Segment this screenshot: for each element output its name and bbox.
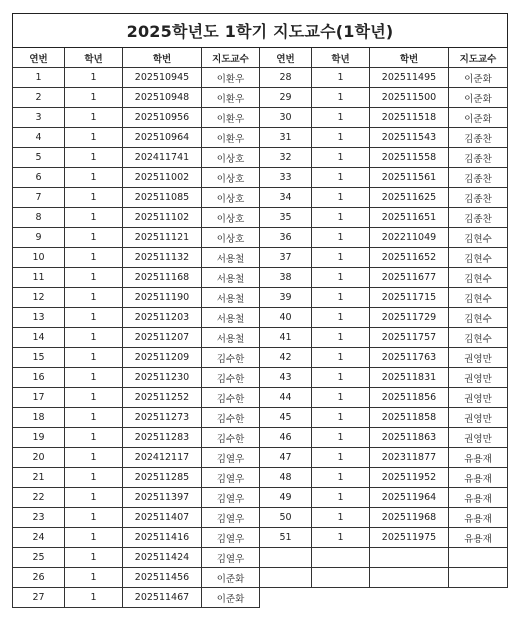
table-row bbox=[13, 68, 508, 88]
cell-advisor: 서용철 bbox=[202, 288, 260, 308]
empty-cell bbox=[312, 548, 370, 568]
cell-advisor: 이환우 bbox=[202, 68, 260, 88]
cell-advisor: 김열우 bbox=[202, 528, 260, 548]
cell-student-id: 202511203 bbox=[123, 308, 202, 328]
cell-no: 25 bbox=[13, 548, 65, 568]
cell-no: 41 bbox=[260, 328, 312, 348]
cell-grade: 1 bbox=[312, 368, 370, 388]
table-row bbox=[13, 308, 508, 328]
cell-no: 11 bbox=[13, 268, 65, 288]
cell-student-id: 202511467 bbox=[123, 588, 202, 608]
cell-student-id: 202511863 bbox=[370, 428, 449, 448]
cell-no: 20 bbox=[13, 448, 65, 468]
cell-advisor: 이준화 bbox=[449, 108, 508, 128]
cell-advisor: 이준화 bbox=[202, 588, 260, 608]
cell-student-id: 202511132 bbox=[123, 248, 202, 268]
table-row bbox=[13, 448, 508, 468]
cell-grade: 1 bbox=[65, 588, 123, 608]
advisor-table bbox=[12, 13, 508, 608]
cell-advisor: 유용재 bbox=[449, 488, 508, 508]
cell-grade: 1 bbox=[312, 148, 370, 168]
cell-no: 45 bbox=[260, 408, 312, 428]
cell-no: 7 bbox=[13, 188, 65, 208]
cell-advisor: 김현수 bbox=[449, 268, 508, 288]
table-row bbox=[13, 168, 508, 188]
cell-no: 5 bbox=[13, 148, 65, 168]
empty-cell bbox=[370, 568, 449, 588]
cell-student-id: 202511168 bbox=[123, 268, 202, 288]
cell-no: 42 bbox=[260, 348, 312, 368]
cell-grade: 1 bbox=[65, 128, 123, 148]
cell-grade: 1 bbox=[65, 68, 123, 88]
table-row bbox=[13, 508, 508, 528]
cell-student-id: 202511543 bbox=[370, 128, 449, 148]
cell-advisor: 유용재 bbox=[449, 508, 508, 528]
cell-advisor: 김수한 bbox=[202, 368, 260, 388]
cell-no: 13 bbox=[13, 308, 65, 328]
cell-student-id: 202511416 bbox=[123, 528, 202, 548]
cell-grade: 1 bbox=[65, 508, 123, 528]
col-header-grade: 학년 bbox=[65, 48, 123, 68]
table-row bbox=[13, 388, 508, 408]
cell-no: 38 bbox=[260, 268, 312, 288]
col-header-student-id: 학번 bbox=[123, 48, 202, 68]
empty-cell bbox=[260, 548, 312, 568]
cell-grade: 1 bbox=[65, 248, 123, 268]
cell-student-id: 202511856 bbox=[370, 388, 449, 408]
cell-advisor: 권영만 bbox=[449, 408, 508, 428]
cell-grade: 1 bbox=[65, 208, 123, 228]
cell-grade: 1 bbox=[65, 548, 123, 568]
cell-no: 44 bbox=[260, 388, 312, 408]
cell-grade: 1 bbox=[312, 428, 370, 448]
cell-no: 16 bbox=[13, 368, 65, 388]
cell-no: 18 bbox=[13, 408, 65, 428]
cell-grade: 1 bbox=[312, 168, 370, 188]
cell-grade: 1 bbox=[312, 288, 370, 308]
table-row bbox=[13, 208, 508, 228]
cell-student-id: 202511968 bbox=[370, 508, 449, 528]
table-row bbox=[13, 348, 508, 368]
empty-cell bbox=[449, 548, 508, 568]
cell-no: 33 bbox=[260, 168, 312, 188]
cell-no: 32 bbox=[260, 148, 312, 168]
cell-student-id: 202511230 bbox=[123, 368, 202, 388]
table-row bbox=[13, 408, 508, 428]
cell-student-id: 202510964 bbox=[123, 128, 202, 148]
cell-grade: 1 bbox=[65, 108, 123, 128]
table-row bbox=[13, 488, 508, 508]
cell-student-id: 202511831 bbox=[370, 368, 449, 388]
table-row bbox=[13, 428, 508, 448]
cell-grade: 1 bbox=[65, 388, 123, 408]
cell-no: 49 bbox=[260, 488, 312, 508]
cell-no: 10 bbox=[13, 248, 65, 268]
cell-grade: 1 bbox=[65, 448, 123, 468]
cell-grade: 1 bbox=[312, 308, 370, 328]
cell-student-id: 202511252 bbox=[123, 388, 202, 408]
cell-grade: 1 bbox=[65, 188, 123, 208]
cell-advisor: 유용재 bbox=[449, 468, 508, 488]
col-header-no: 연번 bbox=[260, 48, 312, 68]
cell-advisor: 김열우 bbox=[202, 508, 260, 528]
cell-student-id: 202510945 bbox=[123, 68, 202, 88]
table-row bbox=[13, 108, 508, 128]
col-header-grade: 학년 bbox=[312, 48, 370, 68]
cell-no: 34 bbox=[260, 188, 312, 208]
cell-advisor: 김열우 bbox=[202, 488, 260, 508]
cell-no: 3 bbox=[13, 108, 65, 128]
cell-no: 30 bbox=[260, 108, 312, 128]
cell-student-id: 202511397 bbox=[123, 488, 202, 508]
cell-student-id: 202511757 bbox=[370, 328, 449, 348]
cell-student-id: 202411741 bbox=[123, 148, 202, 168]
cell-grade: 1 bbox=[312, 528, 370, 548]
cell-advisor: 김열우 bbox=[202, 548, 260, 568]
cell-no: 46 bbox=[260, 428, 312, 448]
cell-student-id: 202511500 bbox=[370, 88, 449, 108]
cell-grade: 1 bbox=[312, 488, 370, 508]
cell-advisor: 김종찬 bbox=[449, 208, 508, 228]
cell-no: 1 bbox=[13, 68, 65, 88]
cell-no: 40 bbox=[260, 308, 312, 328]
cell-no: 22 bbox=[13, 488, 65, 508]
cell-grade: 1 bbox=[65, 408, 123, 428]
cell-advisor: 이환우 bbox=[202, 128, 260, 148]
col-header-advisor: 지도교수 bbox=[202, 48, 260, 68]
table-row bbox=[13, 468, 508, 488]
cell-student-id: 202511085 bbox=[123, 188, 202, 208]
cell-advisor: 김현수 bbox=[449, 288, 508, 308]
cell-grade: 1 bbox=[312, 248, 370, 268]
cell-no: 2 bbox=[13, 88, 65, 108]
cell-grade: 1 bbox=[312, 88, 370, 108]
cell-student-id: 202511283 bbox=[123, 428, 202, 448]
cell-advisor: 김현수 bbox=[449, 248, 508, 268]
cell-grade: 1 bbox=[312, 108, 370, 128]
cell-grade: 1 bbox=[65, 88, 123, 108]
cell-no: 24 bbox=[13, 528, 65, 548]
cell-advisor: 유용재 bbox=[449, 528, 508, 548]
cell-student-id: 202511190 bbox=[123, 288, 202, 308]
cell-no: 51 bbox=[260, 528, 312, 548]
cell-student-id: 202511763 bbox=[370, 348, 449, 368]
cell-grade: 1 bbox=[312, 208, 370, 228]
cell-student-id: 202511102 bbox=[123, 208, 202, 228]
cell-grade: 1 bbox=[312, 128, 370, 148]
table-row bbox=[13, 528, 508, 548]
cell-no: 12 bbox=[13, 288, 65, 308]
cell-no: 35 bbox=[260, 208, 312, 228]
cell-advisor: 김종찬 bbox=[449, 188, 508, 208]
cell-student-id: 202511207 bbox=[123, 328, 202, 348]
table-row bbox=[13, 548, 508, 568]
cell-advisor: 이상호 bbox=[202, 208, 260, 228]
cell-no: 14 bbox=[13, 328, 65, 348]
cell-grade: 1 bbox=[65, 348, 123, 368]
cell-no: 21 bbox=[13, 468, 65, 488]
cell-advisor: 김열우 bbox=[202, 468, 260, 488]
table-row bbox=[13, 188, 508, 208]
empty-cell bbox=[312, 588, 370, 608]
cell-grade: 1 bbox=[312, 468, 370, 488]
cell-advisor: 김현수 bbox=[449, 328, 508, 348]
cell-grade: 1 bbox=[65, 328, 123, 348]
cell-student-id: 202511558 bbox=[370, 148, 449, 168]
cell-grade: 1 bbox=[312, 508, 370, 528]
cell-student-id: 202511209 bbox=[123, 348, 202, 368]
cell-advisor: 서용철 bbox=[202, 268, 260, 288]
cell-grade: 1 bbox=[65, 468, 123, 488]
cell-no: 36 bbox=[260, 228, 312, 248]
cell-advisor: 이준화 bbox=[449, 88, 508, 108]
table-row bbox=[13, 568, 508, 588]
cell-student-id: 202510948 bbox=[123, 88, 202, 108]
cell-no: 9 bbox=[13, 228, 65, 248]
cell-advisor: 이상호 bbox=[202, 228, 260, 248]
cell-grade: 1 bbox=[65, 268, 123, 288]
cell-student-id: 202511677 bbox=[370, 268, 449, 288]
cell-student-id: 202511518 bbox=[370, 108, 449, 128]
cell-grade: 1 bbox=[65, 488, 123, 508]
cell-advisor: 김종찬 bbox=[449, 168, 508, 188]
cell-grade: 1 bbox=[65, 368, 123, 388]
cell-advisor: 김열우 bbox=[202, 448, 260, 468]
table-row bbox=[13, 588, 508, 608]
cell-grade: 1 bbox=[312, 228, 370, 248]
cell-student-id: 202511625 bbox=[370, 188, 449, 208]
cell-student-id: 202511407 bbox=[123, 508, 202, 528]
cell-grade: 1 bbox=[312, 188, 370, 208]
cell-student-id: 202511002 bbox=[123, 168, 202, 188]
cell-no: 26 bbox=[13, 568, 65, 588]
cell-no: 37 bbox=[260, 248, 312, 268]
advisor-sheet bbox=[12, 13, 507, 608]
cell-student-id: 202211049 bbox=[370, 228, 449, 248]
cell-student-id: 202511975 bbox=[370, 528, 449, 548]
cell-no: 29 bbox=[260, 88, 312, 108]
table-row bbox=[13, 268, 508, 288]
cell-no: 28 bbox=[260, 68, 312, 88]
table-row bbox=[13, 128, 508, 148]
cell-advisor: 이준화 bbox=[449, 68, 508, 88]
cell-student-id: 202511964 bbox=[370, 488, 449, 508]
cell-student-id: 202511456 bbox=[123, 568, 202, 588]
cell-student-id: 202511424 bbox=[123, 548, 202, 568]
cell-grade: 1 bbox=[65, 308, 123, 328]
cell-no: 48 bbox=[260, 468, 312, 488]
cell-no: 6 bbox=[13, 168, 65, 188]
cell-advisor: 이상호 bbox=[202, 148, 260, 168]
cell-advisor: 이상호 bbox=[202, 168, 260, 188]
cell-grade: 1 bbox=[312, 408, 370, 428]
cell-grade: 1 bbox=[65, 428, 123, 448]
cell-advisor: 김수한 bbox=[202, 428, 260, 448]
cell-grade: 1 bbox=[65, 288, 123, 308]
cell-student-id: 202311877 bbox=[370, 448, 449, 468]
cell-advisor: 김수한 bbox=[202, 348, 260, 368]
cell-grade: 1 bbox=[312, 348, 370, 368]
col-header-advisor: 지도교수 bbox=[449, 48, 508, 68]
cell-no: 17 bbox=[13, 388, 65, 408]
cell-no: 19 bbox=[13, 428, 65, 448]
cell-no: 47 bbox=[260, 448, 312, 468]
cell-grade: 1 bbox=[65, 568, 123, 588]
cell-advisor: 이준화 bbox=[202, 568, 260, 588]
cell-advisor: 권영만 bbox=[449, 348, 508, 368]
cell-advisor: 이환우 bbox=[202, 108, 260, 128]
table-row bbox=[13, 148, 508, 168]
cell-grade: 1 bbox=[312, 68, 370, 88]
empty-cell bbox=[449, 588, 508, 608]
cell-advisor: 김현수 bbox=[449, 228, 508, 248]
empty-cell bbox=[370, 548, 449, 568]
cell-grade: 1 bbox=[312, 268, 370, 288]
cell-student-id: 202511285 bbox=[123, 468, 202, 488]
empty-cell bbox=[260, 588, 312, 608]
cell-grade: 1 bbox=[312, 388, 370, 408]
col-header-no: 연번 bbox=[13, 48, 65, 68]
empty-cell bbox=[260, 568, 312, 588]
cell-grade: 1 bbox=[65, 148, 123, 168]
cell-no: 8 bbox=[13, 208, 65, 228]
cell-no: 23 bbox=[13, 508, 65, 528]
cell-no: 31 bbox=[260, 128, 312, 148]
header-row bbox=[13, 48, 508, 68]
table-row bbox=[13, 88, 508, 108]
cell-grade: 1 bbox=[65, 168, 123, 188]
cell-no: 43 bbox=[260, 368, 312, 388]
cell-advisor: 유용재 bbox=[449, 448, 508, 468]
cell-student-id: 202511729 bbox=[370, 308, 449, 328]
cell-advisor: 권영만 bbox=[449, 428, 508, 448]
cell-student-id: 202412117 bbox=[123, 448, 202, 468]
cell-no: 15 bbox=[13, 348, 65, 368]
cell-student-id: 202511273 bbox=[123, 408, 202, 428]
cell-advisor: 김수한 bbox=[202, 408, 260, 428]
cell-no: 27 bbox=[13, 588, 65, 608]
page-title: 2025학년도 1학기 지도교수(1학년) bbox=[13, 14, 508, 48]
empty-cell bbox=[370, 588, 449, 608]
cell-student-id: 202511652 bbox=[370, 248, 449, 268]
cell-student-id: 202511121 bbox=[123, 228, 202, 248]
cell-advisor: 이상호 bbox=[202, 188, 260, 208]
table-row bbox=[13, 228, 508, 248]
cell-advisor: 권영만 bbox=[449, 388, 508, 408]
cell-student-id: 202511715 bbox=[370, 288, 449, 308]
table-body bbox=[13, 68, 508, 608]
cell-student-id: 202511651 bbox=[370, 208, 449, 228]
cell-advisor: 권영만 bbox=[449, 368, 508, 388]
cell-advisor: 김현수 bbox=[449, 308, 508, 328]
cell-no: 39 bbox=[260, 288, 312, 308]
cell-student-id: 202511561 bbox=[370, 168, 449, 188]
empty-cell bbox=[449, 568, 508, 588]
cell-grade: 1 bbox=[312, 328, 370, 348]
cell-student-id: 202511858 bbox=[370, 408, 449, 428]
cell-advisor: 김종찬 bbox=[449, 148, 508, 168]
cell-grade: 1 bbox=[65, 228, 123, 248]
table-row bbox=[13, 368, 508, 388]
cell-advisor: 서용철 bbox=[202, 328, 260, 348]
table-row bbox=[13, 248, 508, 268]
cell-grade: 1 bbox=[65, 528, 123, 548]
cell-student-id: 202511952 bbox=[370, 468, 449, 488]
cell-student-id: 202510956 bbox=[123, 108, 202, 128]
cell-grade: 1 bbox=[312, 448, 370, 468]
cell-no: 50 bbox=[260, 508, 312, 528]
cell-advisor: 김종찬 bbox=[449, 128, 508, 148]
cell-advisor: 서용철 bbox=[202, 308, 260, 328]
cell-advisor: 김수한 bbox=[202, 388, 260, 408]
table-row bbox=[13, 288, 508, 308]
cell-advisor: 서용철 bbox=[202, 248, 260, 268]
cell-student-id: 202511495 bbox=[370, 68, 449, 88]
table-row bbox=[13, 328, 508, 348]
cell-no: 4 bbox=[13, 128, 65, 148]
cell-advisor: 이환우 bbox=[202, 88, 260, 108]
col-header-student-id: 학번 bbox=[370, 48, 449, 68]
empty-cell bbox=[312, 568, 370, 588]
